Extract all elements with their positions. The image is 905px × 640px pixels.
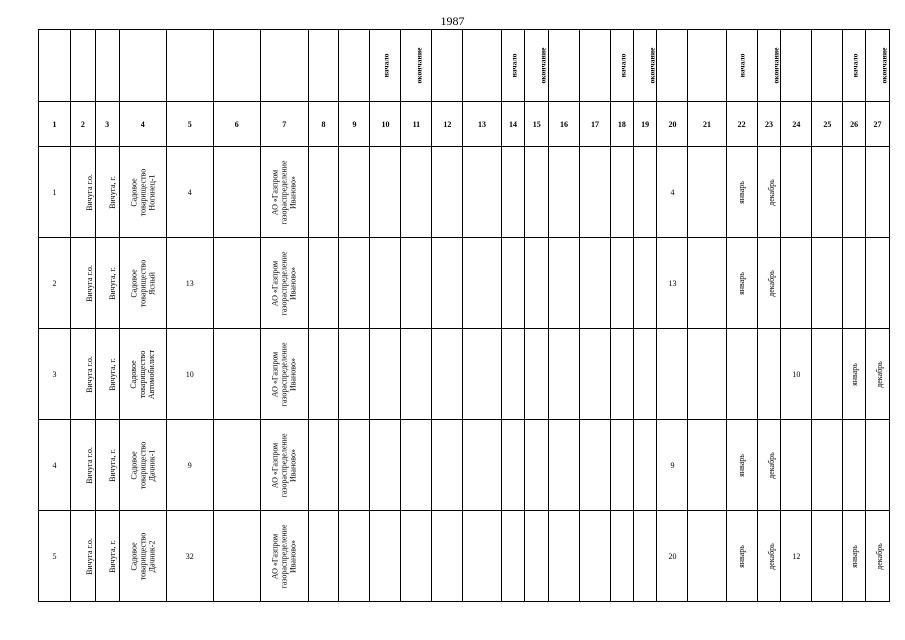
object-name-cell — [119, 420, 167, 511]
empty-cell — [501, 147, 525, 238]
column-number: 20 — [657, 102, 688, 147]
count-cell: 13 — [167, 238, 213, 329]
header-cell-19 — [633, 30, 657, 102]
empty-cell — [501, 511, 525, 602]
empty-cell — [580, 329, 611, 420]
column-number: 12 — [432, 102, 463, 147]
cell-text: январь — [737, 453, 747, 477]
empty-cell — [339, 147, 370, 238]
end-month-cell — [866, 511, 890, 602]
end-month-cell — [757, 329, 781, 420]
header-label: окончание — [771, 47, 781, 84]
start-month-cell — [843, 238, 866, 329]
column-number: 26 — [843, 102, 866, 147]
header-cell-20 — [657, 30, 688, 102]
start-month-cell — [726, 238, 757, 329]
end-month-cell — [866, 329, 890, 420]
empty-cell — [611, 511, 634, 602]
start-month-cell — [726, 329, 757, 420]
row-number: 3 — [39, 329, 71, 420]
column-number: 11 — [401, 102, 432, 147]
row-number: 2 — [39, 238, 71, 329]
empty-cell — [401, 511, 432, 602]
header-cell-14 — [501, 30, 525, 102]
cell-line: Садовое — [129, 359, 139, 389]
value-cell: 12 — [781, 511, 812, 602]
cell-text: Вичуга, г. — [107, 539, 117, 573]
empty-cell — [549, 329, 580, 420]
start-month-cell — [726, 511, 757, 602]
cell-text: декабрь — [766, 269, 776, 297]
start-month-cell — [843, 329, 866, 420]
cell-line: Иваново» — [288, 175, 298, 209]
empty-cell — [463, 238, 501, 329]
cell-line: товарищество — [138, 259, 148, 307]
empty-cell — [339, 329, 370, 420]
header-cell-27 — [866, 30, 890, 102]
empty-cell — [812, 329, 843, 420]
empty-cell — [688, 329, 726, 420]
empty-cell — [370, 329, 401, 420]
table-row — [39, 420, 890, 511]
empty-cell — [501, 329, 525, 420]
cell-text — [271, 160, 298, 224]
table-row — [39, 238, 890, 329]
operator-cell — [261, 420, 309, 511]
object-name-cell — [119, 147, 167, 238]
empty-cell — [401, 238, 432, 329]
empty-cell — [633, 511, 657, 602]
cell-line: АО «Газпром — [270, 533, 280, 579]
header-cell-24 — [781, 30, 812, 102]
empty-cell — [370, 238, 401, 329]
cell-line: товарищество — [138, 532, 148, 580]
cell-line: Садовое — [129, 177, 139, 207]
cell-text — [129, 168, 156, 216]
cell-text: декабрь — [766, 451, 776, 479]
header-cell-10 — [370, 30, 401, 102]
cell-line: АО «Газпром — [270, 169, 280, 215]
value-cell — [781, 238, 812, 329]
column-number: 2 — [71, 102, 96, 147]
column-number: 7 — [261, 102, 309, 147]
count-cell: 9 — [167, 420, 213, 511]
cell-text: декабрь — [874, 542, 884, 570]
cell-text — [271, 251, 298, 315]
empty-cell — [580, 147, 611, 238]
empty-cell — [463, 420, 501, 511]
end-month-cell — [866, 420, 890, 511]
cell-line: АО «Газпром — [270, 351, 280, 397]
cell-text: декабрь — [766, 542, 776, 570]
cell-text: Вичуга, г. — [107, 266, 117, 300]
end-month-cell — [757, 511, 781, 602]
header-cell-6 — [213, 30, 261, 102]
empty-cell — [432, 420, 463, 511]
empty-cell — [611, 147, 634, 238]
empty-cell — [213, 329, 261, 420]
cell-text: январь — [737, 180, 747, 204]
empty-cell — [432, 147, 463, 238]
cell-text: январь — [737, 271, 747, 295]
cell-line: АО «Газпром — [270, 260, 280, 306]
column-number: 22 — [726, 102, 757, 147]
cell-line: Дачник-1 — [147, 449, 157, 481]
cell-text: январь — [737, 544, 747, 568]
empty-cell — [339, 238, 370, 329]
column-number: 9 — [339, 102, 370, 147]
start-month-cell — [726, 147, 757, 238]
cell-text — [129, 349, 156, 398]
district-cell — [71, 238, 96, 329]
row-number: 4 — [39, 420, 71, 511]
table-row — [39, 511, 890, 602]
empty-cell — [463, 329, 501, 420]
cell-text — [271, 342, 298, 406]
column-number: 4 — [119, 102, 167, 147]
header-cell-9 — [339, 30, 370, 102]
empty-cell — [401, 420, 432, 511]
header-cell-25 — [812, 30, 843, 102]
town-cell — [95, 147, 119, 238]
town-cell — [95, 238, 119, 329]
cell-text: Вичуга г.о. — [84, 355, 94, 393]
empty-cell — [501, 420, 525, 511]
header-cell-1 — [39, 30, 71, 102]
cell-text: декабрь — [874, 360, 884, 388]
cell-text — [271, 524, 298, 588]
header-cell-15 — [525, 30, 549, 102]
column-number: 6 — [213, 102, 261, 147]
cell-text: декабрь — [766, 178, 776, 206]
empty-cell — [812, 420, 843, 511]
district-cell — [71, 511, 96, 602]
header-cell-23 — [757, 30, 781, 102]
empty-cell — [401, 147, 432, 238]
empty-cell — [213, 420, 261, 511]
empty-cell — [308, 329, 339, 420]
empty-cell — [611, 238, 634, 329]
empty-cell — [611, 420, 634, 511]
row-number: 5 — [39, 511, 71, 602]
start-month-cell — [726, 420, 757, 511]
header-cell-4 — [119, 30, 167, 102]
district-cell — [71, 329, 96, 420]
empty-cell — [688, 511, 726, 602]
cell-line: Иваново» — [288, 266, 298, 300]
empty-cell — [308, 511, 339, 602]
cell-line: Садовое — [129, 541, 139, 571]
cell-text — [271, 433, 298, 497]
empty-cell — [688, 238, 726, 329]
column-number: 15 — [525, 102, 549, 147]
cell-line: газораспределение — [279, 159, 289, 225]
cell-line: товарищество — [138, 350, 148, 398]
cell-text: январь — [850, 544, 860, 568]
empty-cell — [501, 238, 525, 329]
column-number: 17 — [580, 102, 611, 147]
header-cell-11 — [401, 30, 432, 102]
district-cell — [71, 420, 96, 511]
header-cell-7 — [261, 30, 309, 102]
cell-line: Иваново» — [288, 448, 298, 482]
empty-cell — [812, 147, 843, 238]
empty-cell — [580, 238, 611, 329]
cell-text — [129, 259, 156, 307]
value-cell: 13 — [657, 238, 688, 329]
end-month-cell — [866, 147, 890, 238]
empty-cell — [812, 238, 843, 329]
cell-text: Вичуга, г. — [107, 448, 117, 482]
column-number: 8 — [308, 102, 339, 147]
cell-text: Вичуга г.о. — [84, 173, 94, 211]
value-cell — [657, 329, 688, 420]
header-label: окончание — [647, 47, 657, 84]
count-cell: 4 — [167, 147, 213, 238]
empty-cell — [633, 420, 657, 511]
header-cell-26 — [843, 30, 866, 102]
column-number: 5 — [167, 102, 213, 147]
cell-line: газораспределение — [279, 341, 289, 407]
column-number: 19 — [633, 102, 657, 147]
empty-cell — [525, 238, 549, 329]
cell-text: январь — [850, 362, 860, 386]
header-label: начало — [618, 53, 628, 78]
empty-cell — [549, 238, 580, 329]
cell-line: Автомобилист — [147, 349, 157, 399]
cell-line: Садовое — [129, 450, 139, 480]
header-label: начало — [737, 53, 747, 78]
header-label: окончание — [538, 47, 548, 84]
end-month-cell — [757, 238, 781, 329]
cell-text — [129, 532, 156, 580]
empty-cell — [339, 420, 370, 511]
column-number: 24 — [781, 102, 812, 147]
empty-cell — [580, 420, 611, 511]
empty-cell — [633, 147, 657, 238]
column-number: 25 — [812, 102, 843, 147]
empty-cell — [432, 511, 463, 602]
column-number-row — [39, 102, 890, 147]
header-cell-12 — [432, 30, 463, 102]
town-cell — [95, 511, 119, 602]
start-month-cell — [843, 420, 866, 511]
value-cell: 20 — [657, 511, 688, 602]
empty-cell — [432, 329, 463, 420]
header-cell-18 — [611, 30, 634, 102]
empty-cell — [549, 420, 580, 511]
column-number: 16 — [549, 102, 580, 147]
district-cell — [71, 147, 96, 238]
empty-cell — [308, 147, 339, 238]
cell-line: Иваново» — [288, 357, 298, 391]
column-number: 23 — [757, 102, 781, 147]
empty-cell — [370, 511, 401, 602]
empty-cell — [370, 147, 401, 238]
cell-text: Вичуга г.о. — [84, 264, 94, 302]
empty-cell — [308, 420, 339, 511]
column-number: 1 — [39, 102, 71, 147]
object-name-cell — [119, 329, 167, 420]
object-name-cell — [119, 238, 167, 329]
end-month-cell — [866, 238, 890, 329]
table-row — [39, 147, 890, 238]
empty-cell — [580, 511, 611, 602]
operator-cell — [261, 329, 309, 420]
object-name-cell — [119, 511, 167, 602]
column-number: 3 — [95, 102, 119, 147]
cell-line: Дачник-2 — [147, 540, 157, 572]
operator-cell — [261, 238, 309, 329]
cell-line: товарищество — [138, 441, 148, 489]
count-cell: 10 — [167, 329, 213, 420]
empty-cell — [213, 238, 261, 329]
empty-cell — [401, 329, 432, 420]
row-number: 1 — [39, 147, 71, 238]
header-cell-17 — [580, 30, 611, 102]
empty-cell — [525, 147, 549, 238]
header-cell-2 — [71, 30, 96, 102]
header-label: начало — [850, 53, 860, 78]
cell-text: Вичуга, г. — [107, 175, 117, 209]
header-cell-3 — [95, 30, 119, 102]
empty-cell — [308, 238, 339, 329]
empty-cell — [213, 511, 261, 602]
column-number: 18 — [611, 102, 634, 147]
empty-cell — [812, 511, 843, 602]
empty-cell — [463, 147, 501, 238]
empty-cell — [549, 511, 580, 602]
count-cell: 32 — [167, 511, 213, 602]
cell-line: Иваново» — [288, 539, 298, 573]
value-cell — [781, 147, 812, 238]
header-label: начало — [508, 53, 518, 78]
end-month-cell — [757, 420, 781, 511]
empty-cell — [463, 511, 501, 602]
cell-line: Садовое — [129, 268, 139, 298]
cell-line: Ногинец-1 — [147, 173, 157, 211]
town-cell — [95, 420, 119, 511]
empty-cell — [525, 329, 549, 420]
table-row — [39, 329, 890, 420]
value-cell — [781, 420, 812, 511]
end-month-cell — [757, 147, 781, 238]
column-number: 10 — [370, 102, 401, 147]
empty-cell — [370, 420, 401, 511]
empty-cell — [432, 238, 463, 329]
empty-cell — [525, 420, 549, 511]
empty-cell — [633, 329, 657, 420]
column-number: 14 — [501, 102, 525, 147]
cell-text: Вичуга г.о. — [84, 537, 94, 575]
header-cell-5 — [167, 30, 213, 102]
empty-cell — [525, 511, 549, 602]
operator-cell — [261, 511, 309, 602]
start-month-cell — [843, 147, 866, 238]
header-label: начало — [380, 53, 390, 78]
empty-cell — [549, 147, 580, 238]
operator-cell — [261, 147, 309, 238]
cell-line: АО «Газпром — [270, 442, 280, 488]
header-label: окончание — [414, 47, 424, 84]
column-number: 21 — [688, 102, 726, 147]
page-number: 1987 — [440, 14, 465, 28]
cell-line: Ясный — [147, 271, 157, 295]
header-cell-21 — [688, 30, 726, 102]
header-row — [39, 30, 890, 102]
empty-cell — [339, 511, 370, 602]
empty-cell — [611, 329, 634, 420]
value-cell: 10 — [781, 329, 812, 420]
column-number: 13 — [463, 102, 501, 147]
cell-line: газораспределение — [279, 432, 289, 498]
town-cell — [95, 329, 119, 420]
cell-line: газораспределение — [279, 523, 289, 589]
empty-cell — [633, 238, 657, 329]
empty-cell — [688, 420, 726, 511]
value-cell: 4 — [657, 147, 688, 238]
empty-cell — [213, 147, 261, 238]
cell-text: Вичуга г.о. — [84, 446, 94, 484]
schedule-table — [38, 29, 890, 602]
header-label: окончание — [879, 47, 889, 84]
start-month-cell — [843, 511, 866, 602]
value-cell: 9 — [657, 420, 688, 511]
empty-cell — [688, 147, 726, 238]
header-cell-16 — [549, 30, 580, 102]
header-cell-13 — [463, 30, 501, 102]
cell-line: товарищество — [138, 168, 148, 216]
column-number: 27 — [866, 102, 890, 147]
cell-text: Вичуга, г. — [107, 357, 117, 391]
cell-line: газораспределение — [279, 250, 289, 316]
header-cell-22 — [726, 30, 757, 102]
cell-text — [129, 441, 156, 489]
header-cell-8 — [308, 30, 339, 102]
